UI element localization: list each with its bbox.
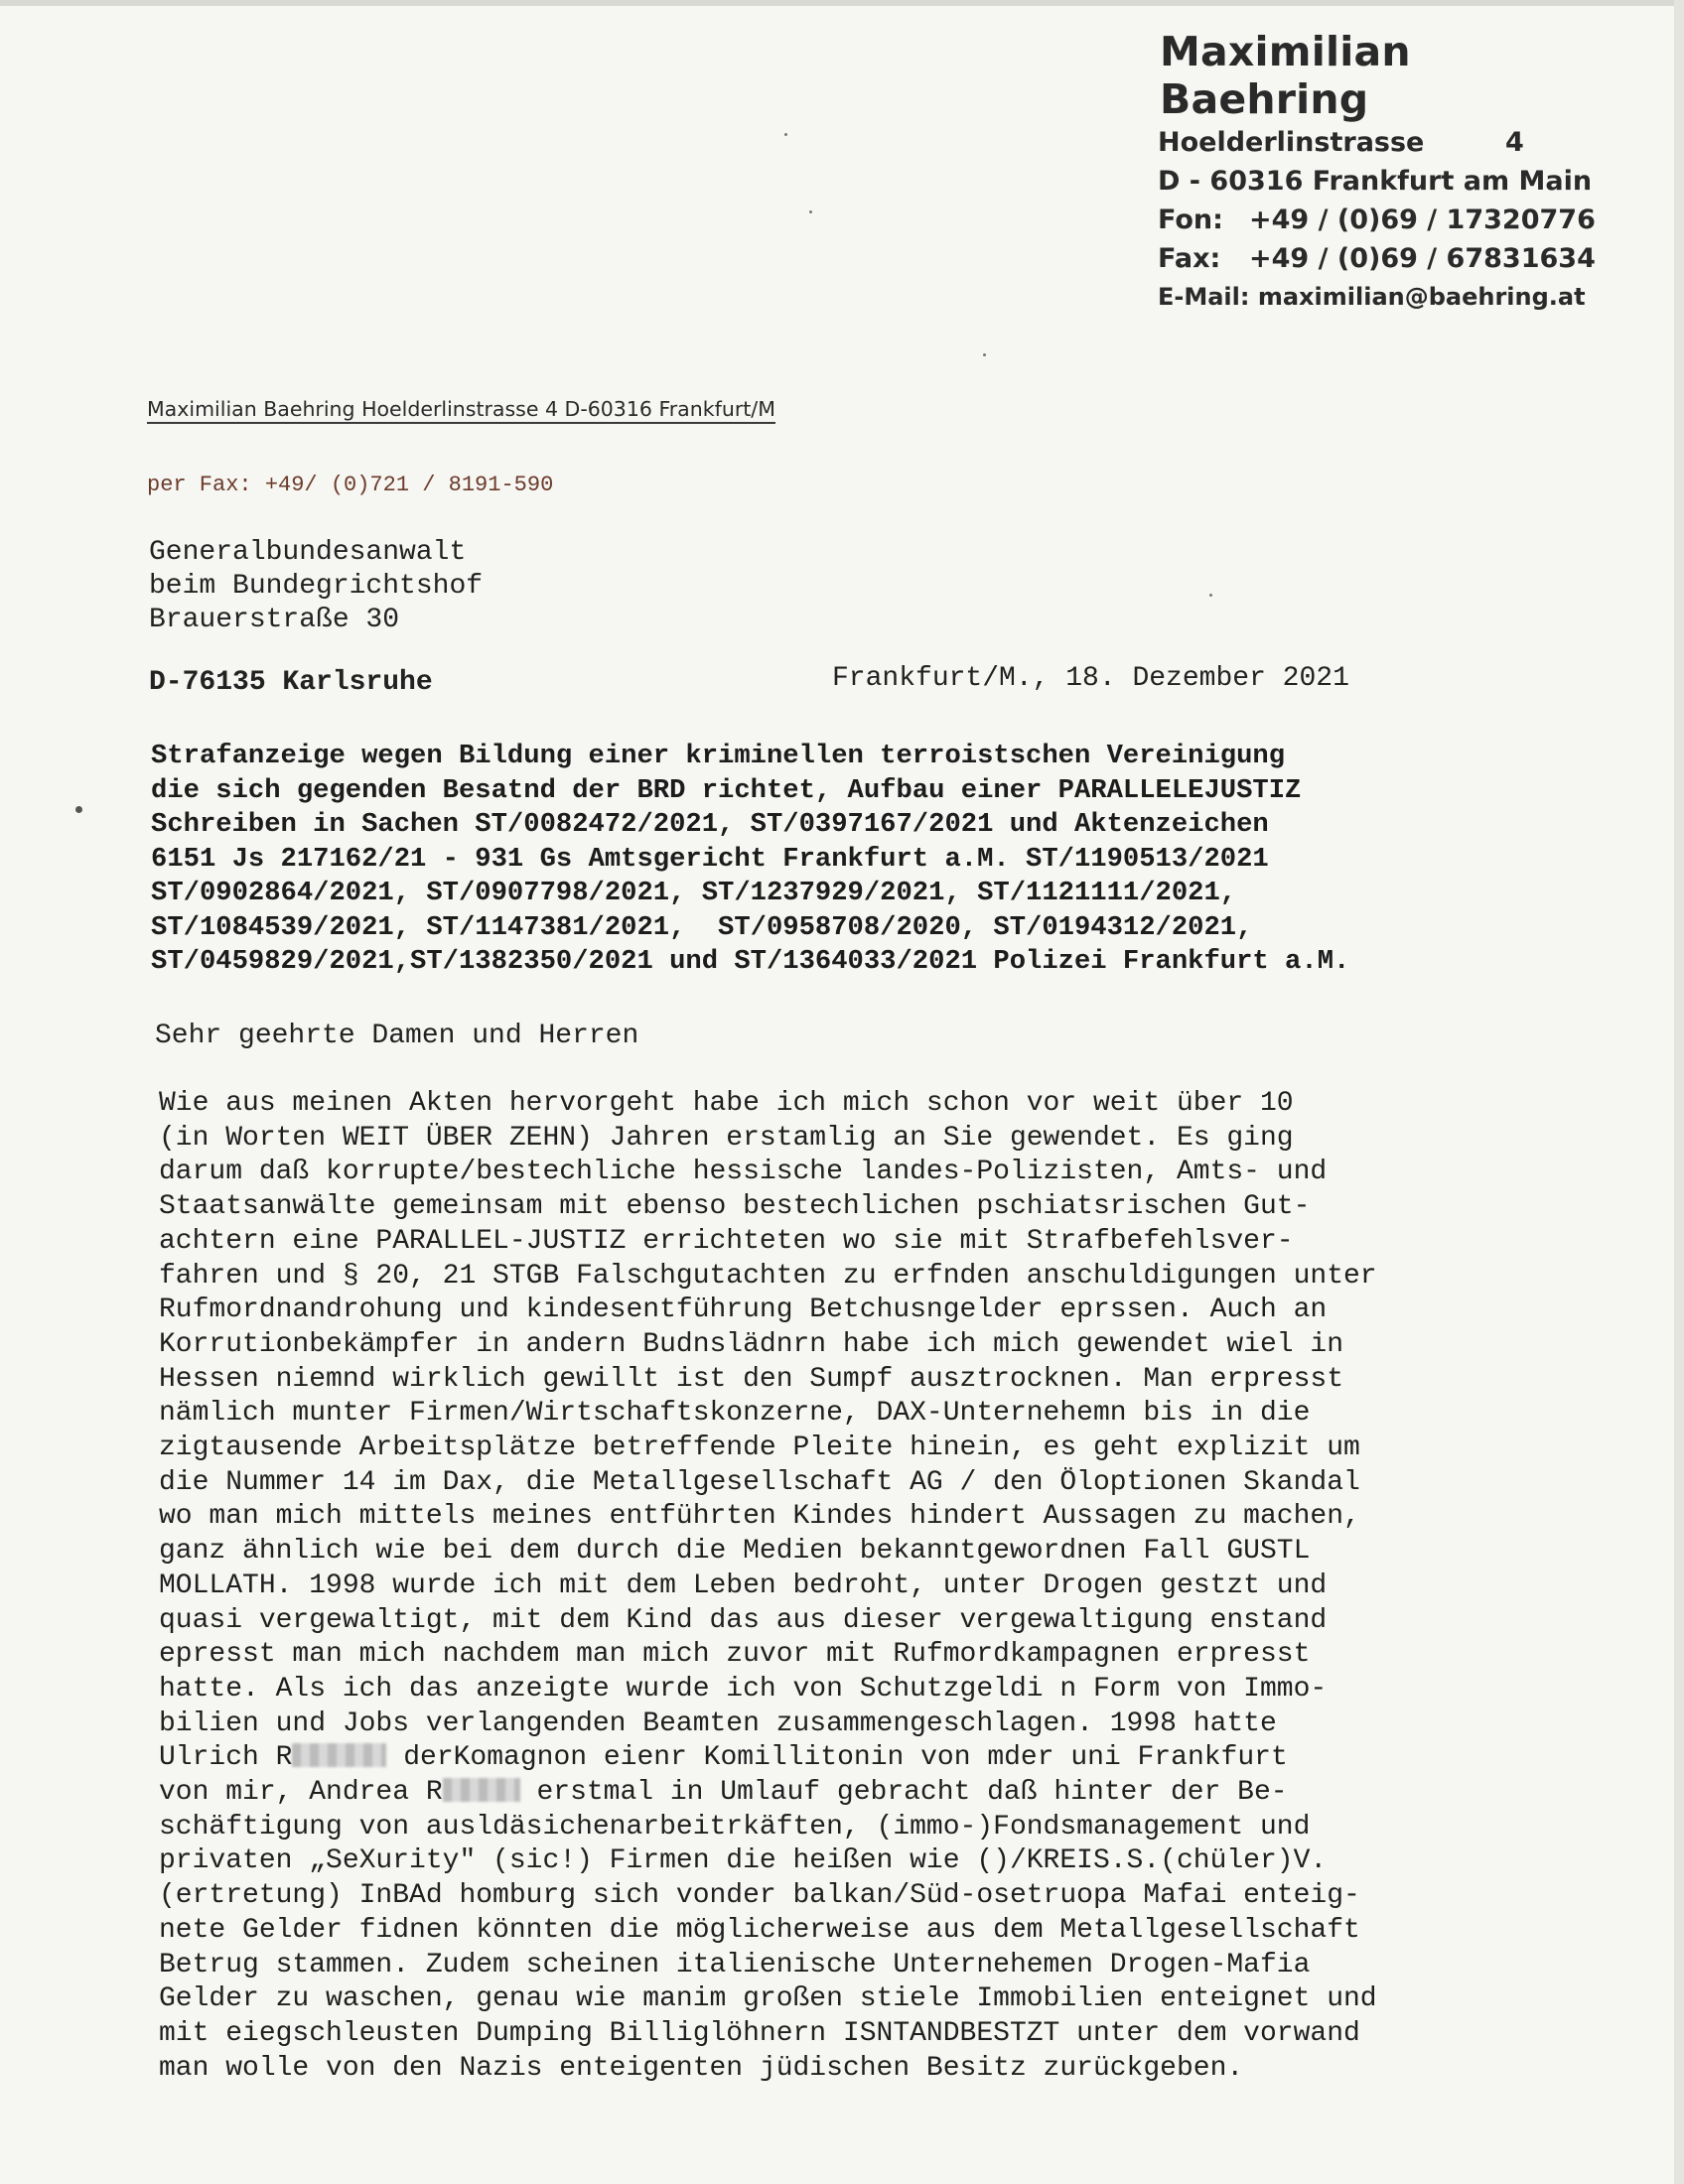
recipient-line: Generalbundesanwalt [149,537,467,568]
body-line: mit eiegschleusten Dumping Billiglöhnern ISNTANDBESTZT unter dem vorwand [159,2017,1360,2049]
body-line: Korrutionbekämpfer in andern Budnslädnrn habe ich mich gewendet wiel in [159,1328,1343,1360]
letterhead-phone-row [1158,201,1596,239]
letterhead-email: E-Mail: maximilian@baehring.at [1158,283,1586,311]
recipient-address [149,536,483,637]
body-line: bilien und Jobs verlangenden Beamten zusammengeschlagen. 1998 hatte [159,1707,1277,1739]
body-line: Hessen niemnd wirklich gewillt ist den Sumpf ausztrocknen. Man erpresst [159,1363,1343,1395]
letterhead-street-row [1158,123,1555,162]
letterhead-fax-row [1158,239,1596,278]
body-text-segment: derKomagnon eienr Komillitonin von mder uni Frankfurt [386,1742,1288,1774]
recipient-line: beim Bundegrichtshof [149,571,484,602]
subject-line: Schreiben in Sachen ST/0082472/2021, ST/0397167/2021 und Aktenzeichen [151,809,1269,840]
body-line: hatte. Als ich das anzeigte wurde ich von Schutzgeldi n Form von Immo- [159,1673,1328,1705]
letterhead-house-number: 4 [1505,127,1524,158]
letter-date: Frankfurt/M., 18. Dezember 2021 [832,663,1349,694]
fax-label: Fax: [1158,243,1221,274]
body-line: Staatsanwälte gemeinsam mit ebenso bestechlichen pschiatsrischen Gut- [159,1191,1311,1223]
phone-number: +49 / (0)69 / 17320776 [1249,205,1596,235]
body-line: (ertretung) InBAd homburg sich vonder balkan/Süd-osetruopa Mafai enteig- [159,1880,1360,1912]
letterhead-street: Hoelderlinstrasse [1158,127,1425,158]
letterhead [1158,28,1596,317]
body-text-segment: von mir, Andrea R [159,1777,443,1809]
body-text-segment: erstmal in Umlauf gebracht daß hinter der Be- [519,1777,1288,1809]
body-line: wo man mich mittels meines entführten Kindes hindert Aussagen zu machen, [159,1501,1360,1533]
sender-address-line: Maximilian Baehring Hoelderlinstrasse 4 D-60316 Frankfurt/M [147,397,775,424]
body-line: fahren und § 20, 21 STGB Falschgutachten zu erfnden anschuldigungen unter [159,1260,1377,1292]
subject-block [151,740,1349,980]
subject-line: 6151 Js 217162/21 - 931 Gs Amtsgericht Frankfurt a.M. ST/1190513/2021 [151,843,1269,875]
body-line: privaten „SeXurity" (sic!) Firmen die heißen wie ()/KREIS.S.(chüler)V. [159,1845,1328,1877]
scan-speck [784,133,787,136]
subject-line: Strafanzeige wegen Bildung einer kriminellen terroistschen Vereinigung [151,741,1286,771]
recipient-line: Brauerstraße 30 [149,605,400,635]
body-line: MOLLATH. 1998 wurde ich mit dem Leben bedroht, unter Drogen gestzt und [159,1570,1328,1601]
redaction-blur [292,1743,386,1767]
redaction-blur [443,1778,520,1802]
body-line: nete Gelder fidnen könnten die möglicherweise aus dem Metallgesellschaft [159,1914,1360,1946]
subject-line: ST/0459829/2021,ST/1382350/2021 und ST/1364033/2021 Polizei Frankfurt a.M. [151,946,1350,977]
body-line: (in Worten WEIT ÜBER ZEHN) Jahren erstamlig an Sie gewendet. Es ging [159,1122,1294,1154]
body-line: schäftigung von ausldäsichenarbeitrkäften, (immo-)Fondsmanagement und [159,1811,1311,1843]
page-edge [0,0,1684,6]
body-line: ganz ähnlich wie bei dem durch die Medien bekanntgewordnen Fall GUSTL [159,1536,1311,1568]
scan-speck [1209,594,1212,597]
salutation: Sehr geehrte Damen und Herren [155,1021,639,1051]
letter-body [159,1087,1377,2086]
fax-line: per Fax: +49/ (0)721 / 8191-590 [147,473,554,497]
body-line-redacted [159,1776,1377,1811]
fax-number: +49 / (0)69 / 67831634 [1249,243,1596,274]
subject-line: ST/0902864/2021, ST/0907798/2021, ST/1237929/2021, ST/1121111/2021, [151,878,1237,908]
phone-label: Fon: [1158,205,1223,235]
body-line-redacted [159,1741,1377,1776]
subject-line: ST/1084539/2021, ST/1147381/2021, ST/0958708/2020, ST/0194312/2021, [151,911,1253,943]
body-line: Gelder zu waschen, genau wie manim großen stiele Immobilien enteignet und [159,1983,1377,2015]
scan-speck [983,353,986,356]
body-line: darum daß korrupte/bestechliche hessische landes-Polizisten, Amts- und [159,1157,1328,1188]
body-line: Wie aus meinen Akten hervorgeht habe ich mich schon vor weit über 10 [159,1088,1294,1119]
margin-mark [75,806,82,813]
letterhead-name: Maximilian Baehring [1160,28,1411,123]
page-edge-right [1674,0,1684,2184]
body-line: die Nummer 14 im Dax, die Metallgesellschaft AG / den Öloptionen Skandal [159,1466,1360,1498]
body-line: epresst man mich nachdem man mich zuvor mit Rufmordkampagnen erpresst [159,1639,1311,1671]
subject-line: die sich gegenden Besatnd der BRD richtet, Aufbau einer PARALLELEJUSTIZ [151,774,1302,806]
recipient-city: D-76135 Karlsruhe [149,667,433,698]
body-line: nämlich munter Firmen/Wirtschaftskonzerne, DAX-Unternehemn bis in die [159,1398,1311,1430]
body-line: Betrug stammen. Zudem scheinen italienische Unternehemen Drogen-Mafia [159,1949,1311,1980]
body-line: achtern eine PARALLEL-JUSTIZ errichteten wo sie mit Strafbefehlsver- [159,1225,1294,1257]
body-line: Rufmordnandrohung und kindesentführung Betchusngelder eprssen. Auch an [159,1295,1328,1326]
body-line: quasi vergewaltigt, mit dem Kind das aus dieser vergewaltigung enstand [159,1604,1328,1636]
body-line: zigtausende Arbeitsplätze betreffende Pleite hinein, es geht explizit um [159,1433,1360,1464]
letterhead-city: D - 60316 Frankfurt am Main [1158,166,1593,197]
body-text-segment: Ulrich R [159,1742,293,1774]
body-line: man wolle von den Nazis enteigenten jüdischen Besitz zurückgeben. [159,2052,1244,2084]
scan-speck [809,210,812,213]
